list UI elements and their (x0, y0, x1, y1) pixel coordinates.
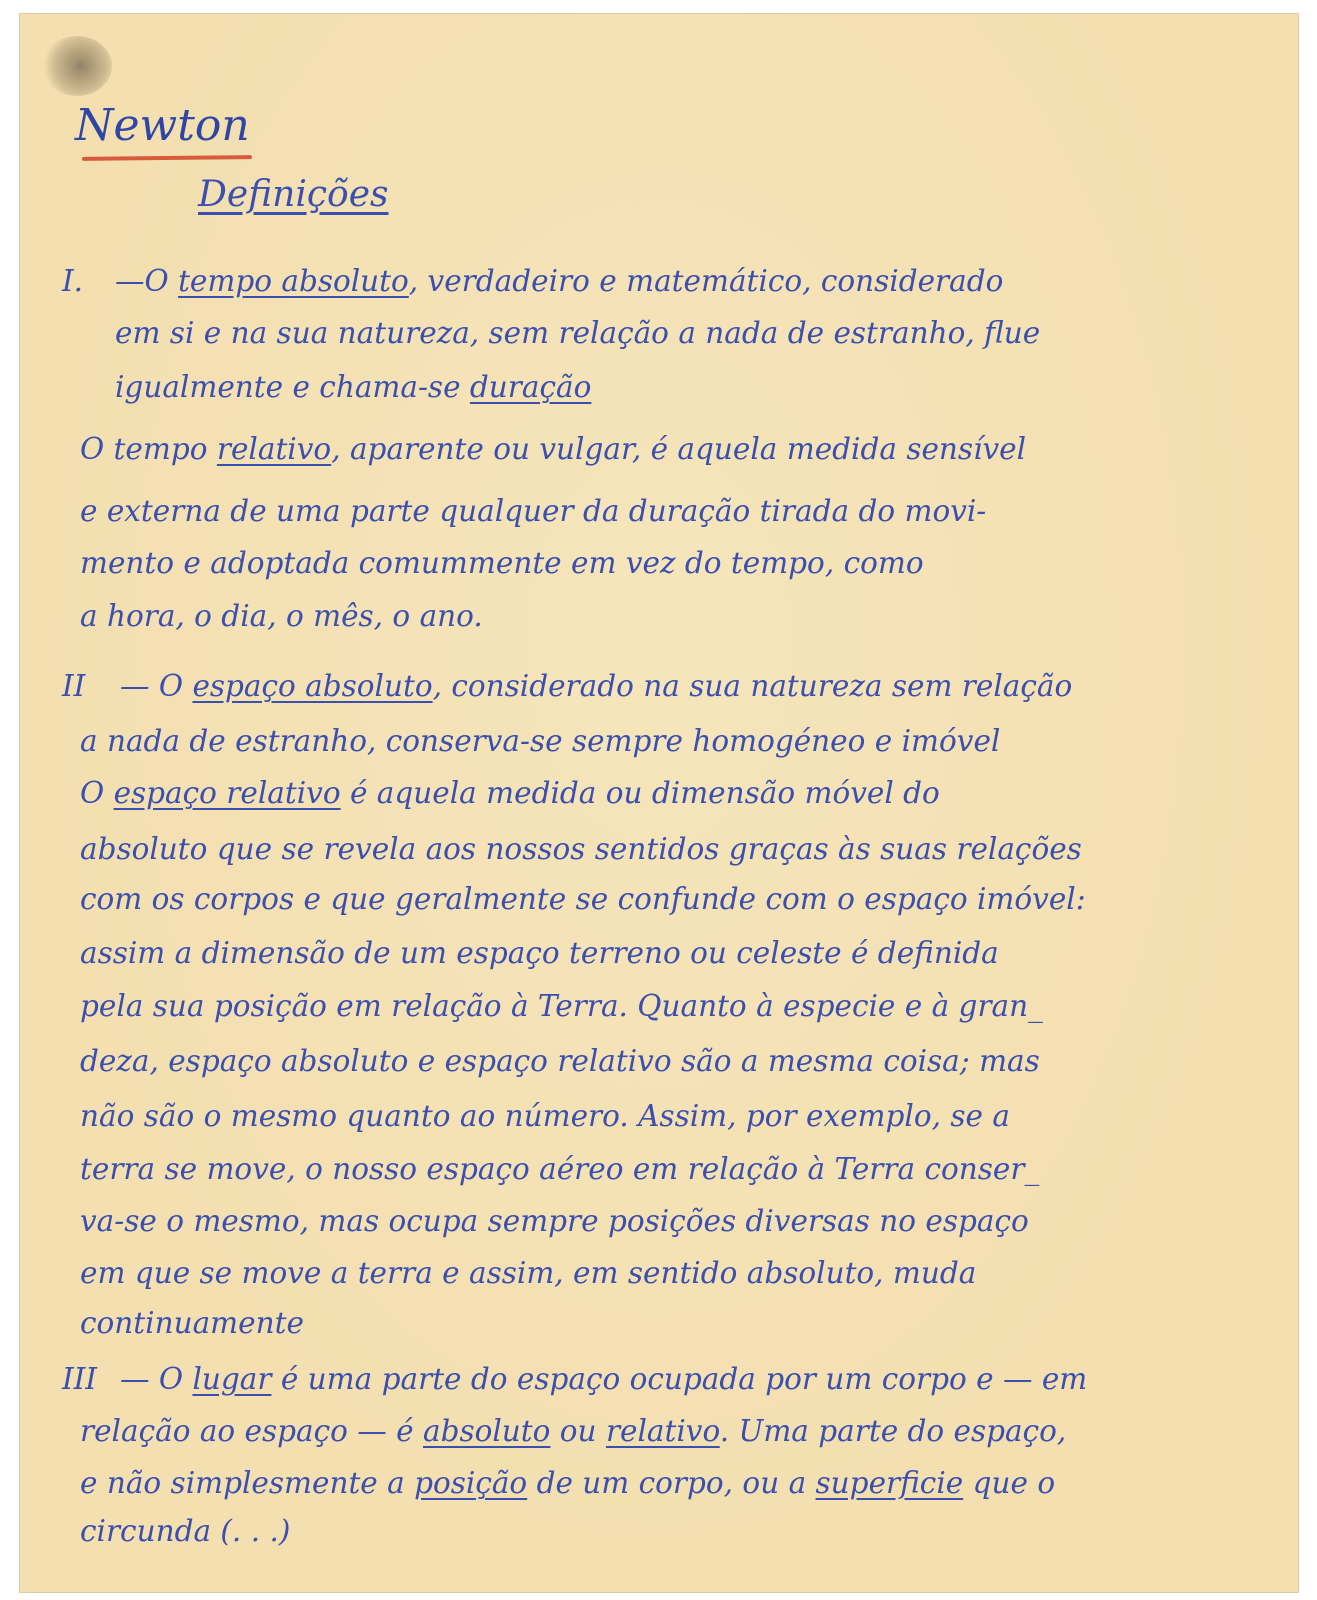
line-text: — O (120, 1362, 193, 1396)
section-number: II (62, 669, 86, 703)
underlined-term: tempo absoluto (178, 264, 409, 298)
line-text: igualmente e chama-se (115, 370, 470, 404)
line-text: e externa de uma parte qualquer da duração tirada do movi- (80, 494, 987, 528)
line-text: com os corpos e que geralmente se confunde com o espaço imóvel: (80, 882, 1086, 916)
line-text: , aparente ou vulgar, é aquela medida sensível (331, 432, 1027, 466)
line-text: mento e adoptada comummente em vez do tempo, como (80, 546, 924, 580)
manuscript-line (80, 599, 483, 633)
manuscript-line (80, 1152, 1039, 1186)
title-underline (82, 155, 252, 161)
underlined-term: duração (469, 370, 592, 404)
manuscript-line (80, 882, 1086, 916)
manuscript-line (80, 1306, 304, 1340)
underlined-term: relativo (216, 432, 332, 466)
manuscript-line (80, 494, 986, 528)
line-text: O tempo (80, 432, 217, 466)
manuscript-line (120, 669, 1072, 703)
line-text: O (80, 776, 114, 810)
manuscript-line (115, 316, 1040, 350)
line-text: a nada de estranho, conserva-se sempre homogéneo e imóvel (80, 724, 1001, 758)
manuscript-line (80, 776, 940, 810)
manuscript-line (80, 936, 999, 970)
manuscript-line (80, 724, 1000, 758)
underlined-term: relativo (605, 1414, 720, 1448)
line-text: circunda (. . .) (80, 1514, 291, 1548)
manuscript-line (80, 989, 1043, 1023)
manuscript-line (80, 1044, 1040, 1078)
line-text: relação ao espaço — é (80, 1414, 423, 1448)
line-text: não são o mesmo quanto ao número. Assim, por exemplo, se a (80, 1099, 1010, 1133)
manuscript-line (80, 1256, 976, 1290)
line-text: que o (963, 1466, 1056, 1500)
manuscript-line (120, 1362, 1087, 1396)
line-text: em si e na sua natureza, sem relação a nada de estranho, flue (115, 316, 1041, 350)
stain-mark (42, 36, 112, 96)
line-text: em que se move a terra e assim, em sentido absoluto, muda (80, 1256, 977, 1290)
manuscript-line (80, 1414, 1066, 1448)
line-text: , considerado na sua natureza sem relação (432, 669, 1073, 703)
line-text: deza, espaço absoluto e espaço relativo são a mesma coisa; mas (80, 1044, 1040, 1078)
line-text: — O (120, 669, 193, 703)
line-text: e não simplesmente a (80, 1466, 415, 1500)
manuscript-line (80, 546, 924, 580)
line-text: va-se o mesmo, mas ocupa sempre posições diversas no espaço (80, 1204, 1029, 1238)
section-number: I. (62, 264, 84, 298)
manuscript-line (80, 1204, 1029, 1238)
line-text: . Uma parte do espaço, (719, 1414, 1067, 1448)
manuscript-line (115, 370, 591, 404)
underlined-term: espaço absoluto (192, 669, 433, 703)
line-text: de um corpo, ou a (527, 1466, 816, 1500)
line-text: ou (550, 1414, 606, 1448)
line-text: assim a dimensão de um espaço terreno ou celeste é definida (80, 936, 999, 970)
line-text: é aquela medida ou dimensão móvel do (340, 776, 940, 810)
underlined-term: absoluto (423, 1414, 551, 1448)
line-text: absoluto que se revela aos nossos sentidos graças às suas relações (80, 832, 1082, 866)
manuscript-line (80, 1099, 1010, 1133)
manuscript-line (80, 1466, 1055, 1500)
underlined-term: espaço relativo (113, 776, 341, 810)
page-title: Newton (75, 100, 250, 151)
underlined-term: lugar (192, 1362, 272, 1396)
page-subtitle: Definições (198, 174, 389, 215)
manuscript-page (20, 14, 1298, 1592)
manuscript-line (80, 832, 1082, 866)
line-text: —O (115, 264, 179, 298)
underlined-term: posição (414, 1466, 528, 1500)
line-text: terra se move, o nosso espaço aéreo em relação à Terra conser_ (80, 1152, 1040, 1186)
line-text: continuamente (80, 1306, 304, 1340)
manuscript-line (115, 264, 1003, 298)
underlined-term: superficie (815, 1466, 964, 1500)
line-text: , verdadeiro e matemático, considerado (408, 264, 1004, 298)
line-text: a hora, o dia, o mês, o ano. (80, 599, 483, 633)
line-text: é uma parte do espaço ocupada por um corpo e — em (271, 1362, 1088, 1396)
manuscript-line (80, 1514, 290, 1548)
manuscript-line (80, 432, 1026, 466)
line-text: pela sua posição em relação à Terra. Quanto à especie e à gran_ (80, 989, 1043, 1023)
section-number: III (62, 1362, 97, 1396)
